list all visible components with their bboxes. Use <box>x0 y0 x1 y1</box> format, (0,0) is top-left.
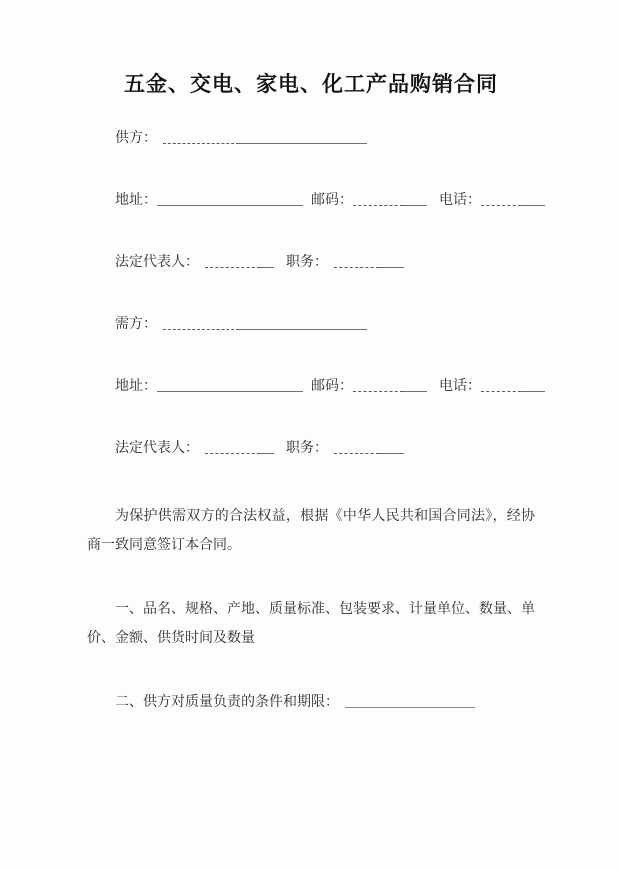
legal-rep-blank-dashed-segment <box>205 254 260 268</box>
clause-2-text: 二、供方对质量负责的条件和期限： <box>115 693 339 709</box>
position-blank-dashed-segment <box>334 254 379 268</box>
phone-blank-solid-segment <box>521 378 545 392</box>
postcode-label: 邮码： <box>311 191 353 207</box>
postcode-blank-solid-segment <box>403 378 427 392</box>
legal-rep-label: 法定代表人： <box>115 253 199 269</box>
supplier-label: 供方： <box>115 129 157 145</box>
position-label: 职务： <box>286 253 328 269</box>
buyer-address-line <box>87 377 535 393</box>
phone-label: 电话： <box>439 377 481 393</box>
supplier-name-blank-dashed-segment <box>163 130 239 144</box>
preamble-paragraph: 为保护供需双方的合法权益，根据《中华人民共和国合同法》，经协商一致同意签订本合同。 <box>87 507 535 552</box>
position-blank-dashed-segment <box>334 440 379 454</box>
postcode-blank-dashed-segment <box>353 378 403 392</box>
buyer-line <box>87 315 535 331</box>
legal-rep-label: 法定代表人： <box>115 439 199 455</box>
postcode-blank-dashed-segment <box>353 192 403 206</box>
position-blank-solid-segment <box>379 254 404 268</box>
phone-label: 电话： <box>439 191 481 207</box>
legal-rep-blank-solid-segment <box>260 440 274 454</box>
supplier-name-blank-solid-segment <box>239 130 367 144</box>
postcode-blank-solid-segment <box>403 192 427 206</box>
address-label: 地址： <box>115 377 157 393</box>
postcode-label: 邮码： <box>311 377 353 393</box>
contract-document-page <box>0 70 619 870</box>
buyer-name-blank-solid-segment <box>239 316 367 330</box>
position-label: 职务： <box>286 439 328 455</box>
buyer-name-blank-dashed-segment <box>163 316 239 330</box>
legal-rep-blank-solid-segment <box>260 254 274 268</box>
phone-blank-solid-segment <box>521 192 545 206</box>
position-blank-solid-segment <box>379 440 404 454</box>
address-blank-solid-segment <box>157 192 303 206</box>
phone-blank-dashed-segment <box>481 192 521 206</box>
address-label: 地址： <box>115 191 157 207</box>
document-title: 五金、交电、家电、化工产品购销合同 <box>124 73 498 96</box>
address-blank-solid-segment <box>157 378 303 392</box>
clause-2-blank-solid-segment <box>345 694 475 708</box>
phone-blank-dashed-segment <box>481 378 521 392</box>
buyer-label: 需方： <box>115 315 157 331</box>
clause-1-paragraph: 一、品名、规格、产地、质量标准、包装要求、计量单位、数量、单价、金额、供货时间及数量 <box>87 600 535 645</box>
buyer-legal-rep-line <box>87 439 535 455</box>
legal-rep-blank-dashed-segment <box>205 440 260 454</box>
clause-2-paragraph <box>87 687 535 716</box>
supplier-address-line <box>87 191 535 207</box>
supplier-line <box>87 129 535 145</box>
supplier-legal-rep-line <box>87 253 535 269</box>
